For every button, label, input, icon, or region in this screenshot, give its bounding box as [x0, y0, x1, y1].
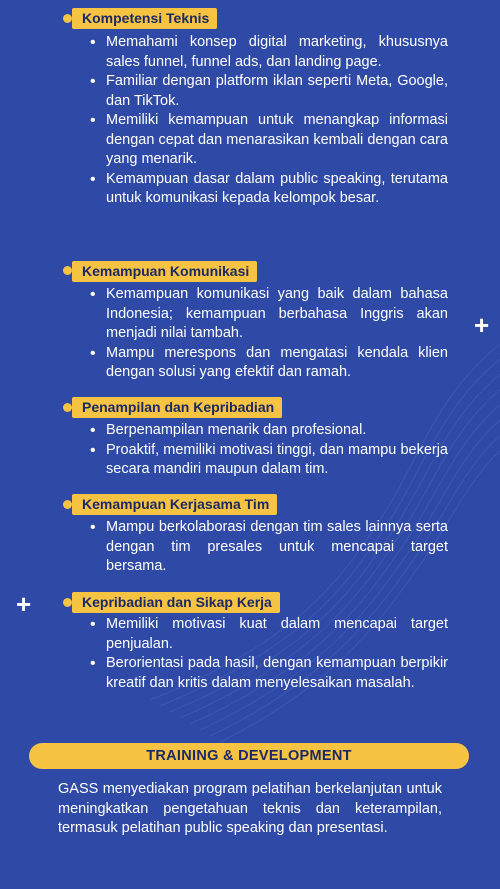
list-item: • Kemampuan komunikasi yang baik dalam bahasa Indonesia; kemampuan berbahasa Inggris akan menjadi nilai tambah. [90, 285, 448, 344]
bullet-dot-icon [63, 403, 72, 412]
bullet-dot-icon [63, 266, 72, 275]
list-item: • Mampu berkolaborasi dengan tim sales lainnya serta dengan tim presales untuk mencapai target bersama. [90, 518, 448, 577]
training-description: GASS menyediakan program pelatihan berkelanjutan untuk meningkatkan pengetahuan teknis dan keterampilan, termasuk pelatihan public speaking dan presentasi. [58, 781, 442, 836]
list-item: • Proaktif, memiliki motivasi tinggi, dan mampu bekerja secara mandiri maupun dalam tim. [90, 441, 448, 480]
list-item: • Memiliki kemampuan untuk menangkap informasi dengan cepat dan menarasikan kembali dengan cara yang menarik. [90, 111, 448, 170]
section-heading: Kemampuan Komunikasi [72, 261, 257, 282]
list-item: • Mampu merespons dan mengatasi kendala klien dengan solusi yang efektif dan ramah. [90, 344, 448, 383]
bullet-dot-icon [63, 500, 72, 509]
list-item: • Memahami konsep digital marketing, khususnya sales funnel, funnel ads, dan landing page. [90, 33, 448, 72]
list-item: • Berpenampilan menarik dan profesional. [90, 421, 448, 441]
plus-decoration-left: + [16, 589, 32, 619]
section-heading: Penampilan dan Kepribadian [72, 397, 282, 418]
list-item: • Berorientasi pada hasil, dengan kemampuan berpikir kreatif dan kritis dalam menyelesaikan masalah. [90, 654, 448, 693]
list-item: • Kemampuan dasar dalam public speaking, terutama untuk komunikasi kepada kelompok besar. [90, 170, 448, 209]
section-heading: Kepribadian dan Sikap Kerja [72, 592, 280, 613]
list-item: • Familiar dengan platform iklan seperti Meta, Google, dan TikTok. [90, 72, 448, 111]
list-item: • Memiliki motivasi kuat dalam mencapai target penjualan. [90, 615, 448, 654]
item-list [90, 518, 448, 577]
item-list [90, 421, 448, 480]
item-list [90, 615, 448, 693]
section-heading: Kompetensi Teknis [72, 8, 217, 29]
training-development-banner: TRAINING & DEVELOPMENT [29, 743, 469, 769]
item-list [90, 285, 448, 383]
item-list [90, 33, 448, 209]
plus-decoration-right: + [474, 310, 490, 340]
bullet-dot-icon [63, 14, 72, 23]
section-heading: Kemampuan Kerjasama Tim [72, 494, 277, 515]
bullet-dot-icon [63, 598, 72, 607]
